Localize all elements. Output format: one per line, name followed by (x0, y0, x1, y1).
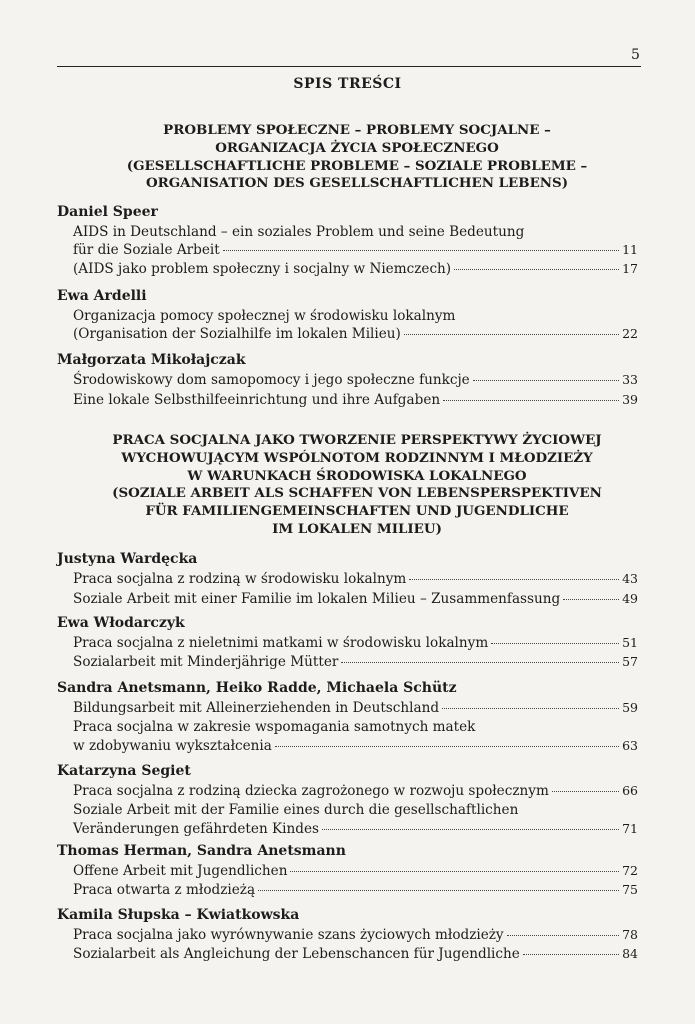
dot-leader (404, 334, 619, 335)
dot-leader (223, 250, 619, 251)
toc-entry[interactable] (73, 862, 638, 880)
dot-leader (290, 871, 619, 872)
entry-page-number: 75 (622, 882, 638, 897)
entry-title: Veränderungen gefährdeten Kindes (73, 821, 319, 837)
section-heading-line: ORGANISATION DES GESELLSCHAFTLICHEN LEBENS) (145, 175, 569, 192)
entry-page-number: 71 (622, 821, 638, 836)
author-name: Kamila Słupska – Kwiatkowska (57, 907, 300, 923)
entry-title: (Organisation der Sozialhilfe im lokalen Milieu) (73, 326, 401, 342)
section-heading (72, 432, 642, 539)
entry-page-number: 84 (622, 946, 638, 961)
author-name: Daniel Speer (57, 204, 158, 220)
dot-leader (341, 662, 619, 663)
dot-leader (442, 708, 619, 709)
entry-page-number: 59 (622, 700, 638, 715)
entry-page-number: 11 (622, 242, 638, 257)
section-heading-line: (SOZIALE ARBEIT ALS SCHAFFEN VON LEBENSPERSPEKTIVEN (112, 485, 602, 502)
toc-entry[interactable] (73, 570, 638, 588)
entry-title: für die Soziale Arbeit (73, 242, 220, 258)
entry-title: Praca socjalna z rodziną w środowisku lokalnym (73, 571, 407, 587)
entry-title: Bildungsarbeit mit Alleinerziehenden in Deutschland (73, 700, 440, 716)
toc-entry[interactable] (73, 634, 638, 652)
section-heading-line: ORGANIZACJA ŻYCIA SPOŁECZNEGO (215, 139, 499, 156)
author-name: Thomas Herman, Sandra Anetsmann (57, 843, 346, 859)
toc-entry[interactable] (73, 241, 638, 259)
toc-entry[interactable] (73, 699, 638, 717)
toc-entry[interactable] (73, 371, 638, 389)
entry-title: Praca socjalna w zakresie wspomagania samotnych matek (73, 719, 476, 735)
toc-entry[interactable] (73, 737, 638, 755)
toc-entry[interactable] (73, 926, 638, 944)
section-heading-line: WYCHOWUJĄCYM WSPÓLNOTOM RODZINNYM I MŁODZIEŻY (121, 449, 593, 466)
toc-entry[interactable] (73, 391, 638, 409)
page-number: 5 (631, 47, 640, 63)
entry-title: Praca socjalna z nieletnimi matkami w środowisku lokalnym (73, 635, 489, 651)
dot-leader (552, 791, 619, 792)
dot-leader (322, 829, 619, 830)
entry-page-number: 33 (622, 372, 638, 387)
section-heading-line: FÜR FAMILIENGEMEINSCHAFTEN UND JUGENDLICHE (145, 503, 569, 520)
entry-title: w zdobywaniu wykształcenia (73, 738, 272, 754)
toc-entry[interactable] (73, 782, 638, 800)
entry-title: Soziale Arbeit mit der Familie eines durch die gesellschaftlichen (73, 802, 519, 818)
section-heading (72, 122, 642, 193)
author-name: Katarzyna Segiet (57, 763, 191, 779)
author-name: Ewa Włodarczyk (57, 615, 185, 631)
dot-leader (454, 269, 619, 270)
entry-page-number: 49 (622, 591, 638, 606)
entry-title: Praca socjalna jako wyrównywanie szans życiowych młodzieży (73, 927, 504, 943)
section-heading-line: PRACA SOCJALNA JAKO TWORZENIE PERSPEKTYWY ŻYCIOWEJ (112, 432, 602, 448)
dot-leader (563, 599, 619, 600)
section-heading-line: (GESELLSCHAFTLICHE PROBLEME – SOZIALE PROBLEME – (126, 157, 588, 174)
dot-leader (275, 746, 619, 747)
section-heading-line: PROBLEMY SPOŁECZNE – PROBLEMY SOCJALNE – (163, 122, 551, 138)
entry-page-number: 72 (622, 863, 638, 878)
header-rule (57, 66, 641, 67)
dot-leader (491, 643, 619, 644)
author-name: Małgorzata Mikołajczak (57, 352, 246, 368)
entry-page-number: 57 (622, 654, 638, 669)
dot-leader (473, 380, 619, 381)
entry-title: Organizacja pomocy społecznej w środowisku lokalnym (73, 308, 456, 324)
dot-leader (507, 935, 619, 936)
dot-leader (523, 954, 619, 955)
entry-title: (AIDS jako problem społeczny i socjalny w Niemczech) (73, 261, 452, 277)
entry-page-number: 43 (622, 571, 638, 586)
entry-title: Praca socjalna z rodziną dziecka zagrożonego w rozwoju społecznym (73, 783, 549, 799)
dot-leader (258, 890, 619, 891)
entry-page-number: 51 (622, 635, 638, 650)
toc-entry[interactable] (73, 653, 638, 671)
dot-leader (409, 579, 619, 580)
toc-entry[interactable] (73, 260, 638, 278)
entry-title: Soziale Arbeit mit einer Familie im lokalen Milieu – Zusammenfassung (73, 591, 561, 607)
toc-entry[interactable] (73, 881, 638, 899)
entry-title: Sozialarbeit als Angleichung der Lebenschancen für Jugendliche (73, 946, 520, 962)
entry-page-number: 66 (622, 783, 638, 798)
entry-page-number: 78 (622, 927, 638, 942)
entry-title: AIDS in Deutschland – ein soziales Problem und seine Bedeutung (73, 224, 525, 240)
entry-title: Praca otwarta z młodzieżą (73, 882, 256, 898)
author-name: Ewa Ardelli (57, 288, 147, 304)
toc-entry[interactable] (73, 945, 638, 963)
entry-title: Eine lokale Selbsthilfeeinrichtung und ihre Aufgaben (73, 392, 441, 408)
toc-entry[interactable] (73, 325, 638, 343)
entry-title: Offene Arbeit mit Jugendlichen (73, 863, 288, 879)
section-heading-line: IM LOKALEN MILIEU) (272, 520, 442, 537)
author-name: Sandra Anetsmann, Heiko Radde, Michaela Schütz (57, 680, 457, 696)
entry-title: Środowiskowy dom samopomocy i jego społeczne funkcje (73, 372, 470, 388)
entry-page-number: 17 (622, 261, 638, 276)
page-title: SPIS TREŚCI (293, 76, 402, 92)
dot-leader (443, 400, 619, 401)
toc-entry[interactable] (73, 590, 638, 608)
entry-page-number: 22 (622, 326, 638, 341)
entry-page-number: 63 (622, 738, 638, 753)
author-name: Justyna Wardęcka (57, 551, 198, 567)
section-heading-line: W WARUNKACH ŚRODOWISKA LOKALNEGO (187, 467, 527, 484)
toc-entry[interactable] (73, 820, 638, 838)
entry-page-number: 39 (622, 392, 638, 407)
entry-title: Sozialarbeit mit Minderjährige Mütter (73, 654, 339, 670)
